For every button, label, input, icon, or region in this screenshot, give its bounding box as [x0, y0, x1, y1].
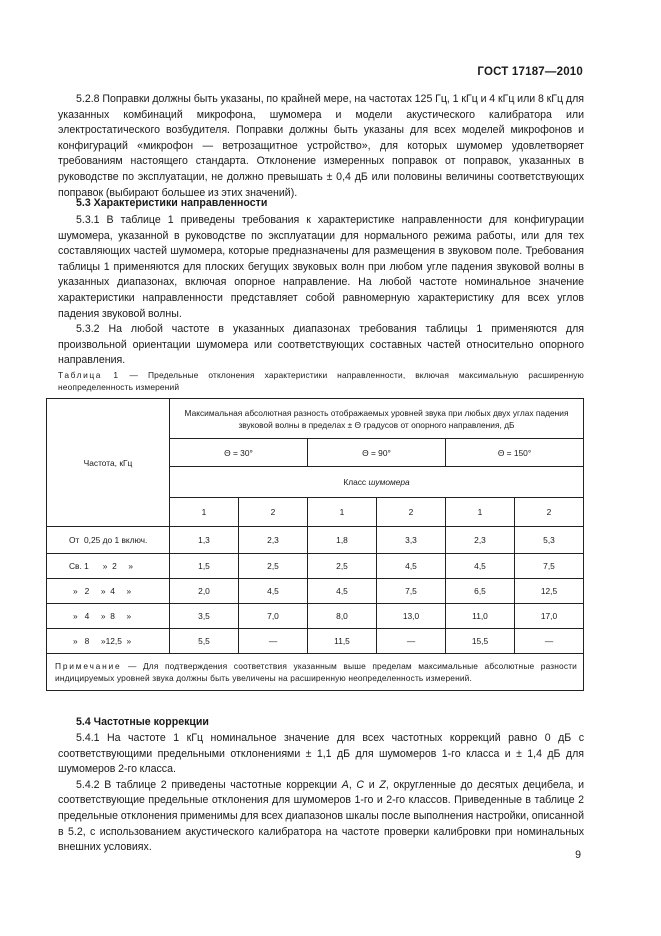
row-frequency: » 4 » 8 »	[47, 604, 170, 629]
paragraph-5-4-2-part: и	[364, 778, 380, 791]
table-cell: 15,5	[446, 629, 515, 654]
paragraph-5-4-2-part: ,	[348, 778, 357, 791]
class-2: 2	[515, 498, 584, 527]
table-cell: 2,3	[446, 527, 515, 554]
table-cell: 11,0	[446, 604, 515, 629]
table-cell: 11,5	[308, 629, 377, 654]
table-1-caption-text: — Предельные отклонения характеристики направленности, включая максимальную расширенную неопределенность измерений	[58, 370, 584, 393]
table-cell: 2,5	[239, 554, 308, 579]
table-cell: 2,3	[239, 527, 308, 554]
section-5-3-body	[58, 213, 584, 369]
table-cell: —	[515, 629, 584, 654]
class-header-label: Класс	[343, 477, 369, 487]
note-label: Примечание	[55, 661, 122, 671]
table-cell: 17,0	[515, 604, 584, 629]
section-5-3-heading: 5.3 Характеристики направленности	[76, 197, 268, 209]
table-cell: 1,3	[170, 527, 239, 554]
table-cell: 6,5	[446, 579, 515, 604]
page-number: 9	[575, 849, 581, 861]
section-5-4-body	[58, 731, 584, 856]
row-frequency: » 8 »12,5 »	[47, 629, 170, 654]
table-cell: 7,0	[239, 604, 308, 629]
table-cell: 3,3	[377, 527, 446, 554]
paragraph-5-4-2	[58, 778, 584, 856]
paragraph-5-3-1: 5.3.1 В таблице 1 приведены требования к характеристике направленности для конфигурации шумомера, указанной в руководстве по эксплуатации для нормального режима работы, или для тех составляющих частей шумомера, которые предназначены для размещения в звуковом поле. Требования таблицы 1 применяются для плоских бегущих звуковых волн при любом угле падения звуковой волны в указанных диапазонах, включая опорное направление. На любой частоте номинальное значение характеристики направленности представляет собой равномерную характеристику для всех углов падения звуковой волны.	[58, 214, 584, 320]
class-1: 1	[308, 498, 377, 527]
paragraph-5-4-1: 5.4.1 На частоте 1 кГц номинальное значение для всех частотных коррекций равно 0 дБ с соответствующими предельными отклонениями ± 1,1 дБ для шумомеров 1-го класса и ± 1,4 дБ для шумомеров 2-го класса.	[58, 732, 584, 776]
table-row	[47, 579, 584, 604]
table-1	[46, 398, 584, 691]
table-cell: 1,8	[308, 527, 377, 554]
table-cell: 5,5	[170, 629, 239, 654]
row-frequency: От 0,25 до 1 включ.	[47, 527, 170, 554]
paragraph-5-2-8: 5.2.8 Поправки должны быть указаны, по крайней мере, на частотах 125 Гц, 1 кГц и 4 кГц или 8 кГц для указанных комбинаций микрофона, шумомера и модели акустического калибратора или электростатического возбудителя. Поправки должны быть указаны для всех моделей микрофонов и конфигураций «микрофон — ветрозащитное устройство», для которых шумомер удовлетворяет требованиям настоящего стандарта. Отклонение измеренных поправок от поправок, указанных в руководстве по эксплуатации, не должно превышать ± 0,4 дБ или половины величины соответствующих поправок (выбирают большее из этих значений).	[58, 93, 584, 199]
table-cell: —	[239, 629, 308, 654]
table-cell: 4,5	[377, 554, 446, 579]
class-2: 2	[377, 498, 446, 527]
table-cell: 4,5	[239, 579, 308, 604]
frequency-column-header: Частота, кГц	[47, 399, 170, 527]
table-cell: 1,5	[170, 554, 239, 579]
paragraph-5-4-2-part: 5.4.2 В таблице 2 приведены частотные коррекции	[76, 778, 342, 791]
table-cell: 2,5	[308, 554, 377, 579]
table-cell: 12,5	[515, 579, 584, 604]
angle-header-150: Θ = 150°	[446, 439, 584, 467]
row-frequency: Св. 1 » 2 »	[47, 554, 170, 579]
note-text: — Для подтверждения соответствия указанным выше пределам максимальные абсолютные разности индицируемых уровней звука должны быть увеличены на расширенную неопределенность измерений.	[55, 661, 578, 684]
table-1-note	[47, 654, 584, 691]
table-1-caption	[58, 369, 584, 394]
table-row	[47, 527, 584, 554]
section-5-2-8	[58, 92, 584, 201]
weighting-z: Z	[379, 778, 386, 791]
table-cell: 2,0	[170, 579, 239, 604]
class-2: 2	[239, 498, 308, 527]
table-cell: 7,5	[515, 554, 584, 579]
table-cell: 13,0	[377, 604, 446, 629]
table-row	[47, 629, 584, 654]
standard-header: ГОСТ 17187—2010	[477, 66, 583, 78]
table-row	[47, 554, 584, 579]
table-cell: 3,5	[170, 604, 239, 629]
paragraph-5-4-2-part: , округленные до десятых децибела, и соответствующие предельные отклонения для шумомеров 1-го и 2-го классов. Приведенные в таблице 2 предельные отклонения применимы для всех диапазонов шкалы после выполнения настройки, описанной в 5.2, с использованием акустического калибратора на частоте проверки калибровки при номинальных внешних условиях.	[58, 778, 584, 854]
table-row	[47, 604, 584, 629]
class-header	[170, 467, 584, 498]
table-cell: 8,0	[308, 604, 377, 629]
weighting-a: A	[341, 778, 349, 791]
class-1: 1	[446, 498, 515, 527]
table-cell: —	[377, 629, 446, 654]
table-1-caption-label: Таблица 1	[58, 370, 120, 380]
paragraph-5-3-2: 5.3.2 На любой частоте в указанных диапазонах требования таблицы 1 применяются для произвольной ориентации шумомера или соответствующих составных частей относительно опорного направления.	[58, 323, 584, 367]
table-cell: 4,5	[446, 554, 515, 579]
angle-header-90: Θ = 90°	[308, 439, 446, 467]
class-header-label-italic: шумомера	[368, 477, 410, 487]
table-cell: 4,5	[308, 579, 377, 604]
section-5-4-heading: 5.4 Частотные коррекции	[76, 716, 209, 728]
row-frequency: » 2 » 4 »	[47, 579, 170, 604]
table-cell: 5,3	[515, 527, 584, 554]
table-cell: 7,5	[377, 579, 446, 604]
table-main-header: Максимальная абсолютная разность отображаемых уровней звука при любых двух углах падения звуковой волны в пределах ± Θ градусов от опорного направления, дБ	[170, 399, 584, 439]
class-1: 1	[170, 498, 239, 527]
angle-header-30: Θ = 30°	[170, 439, 308, 467]
weighting-c: C	[356, 778, 365, 791]
